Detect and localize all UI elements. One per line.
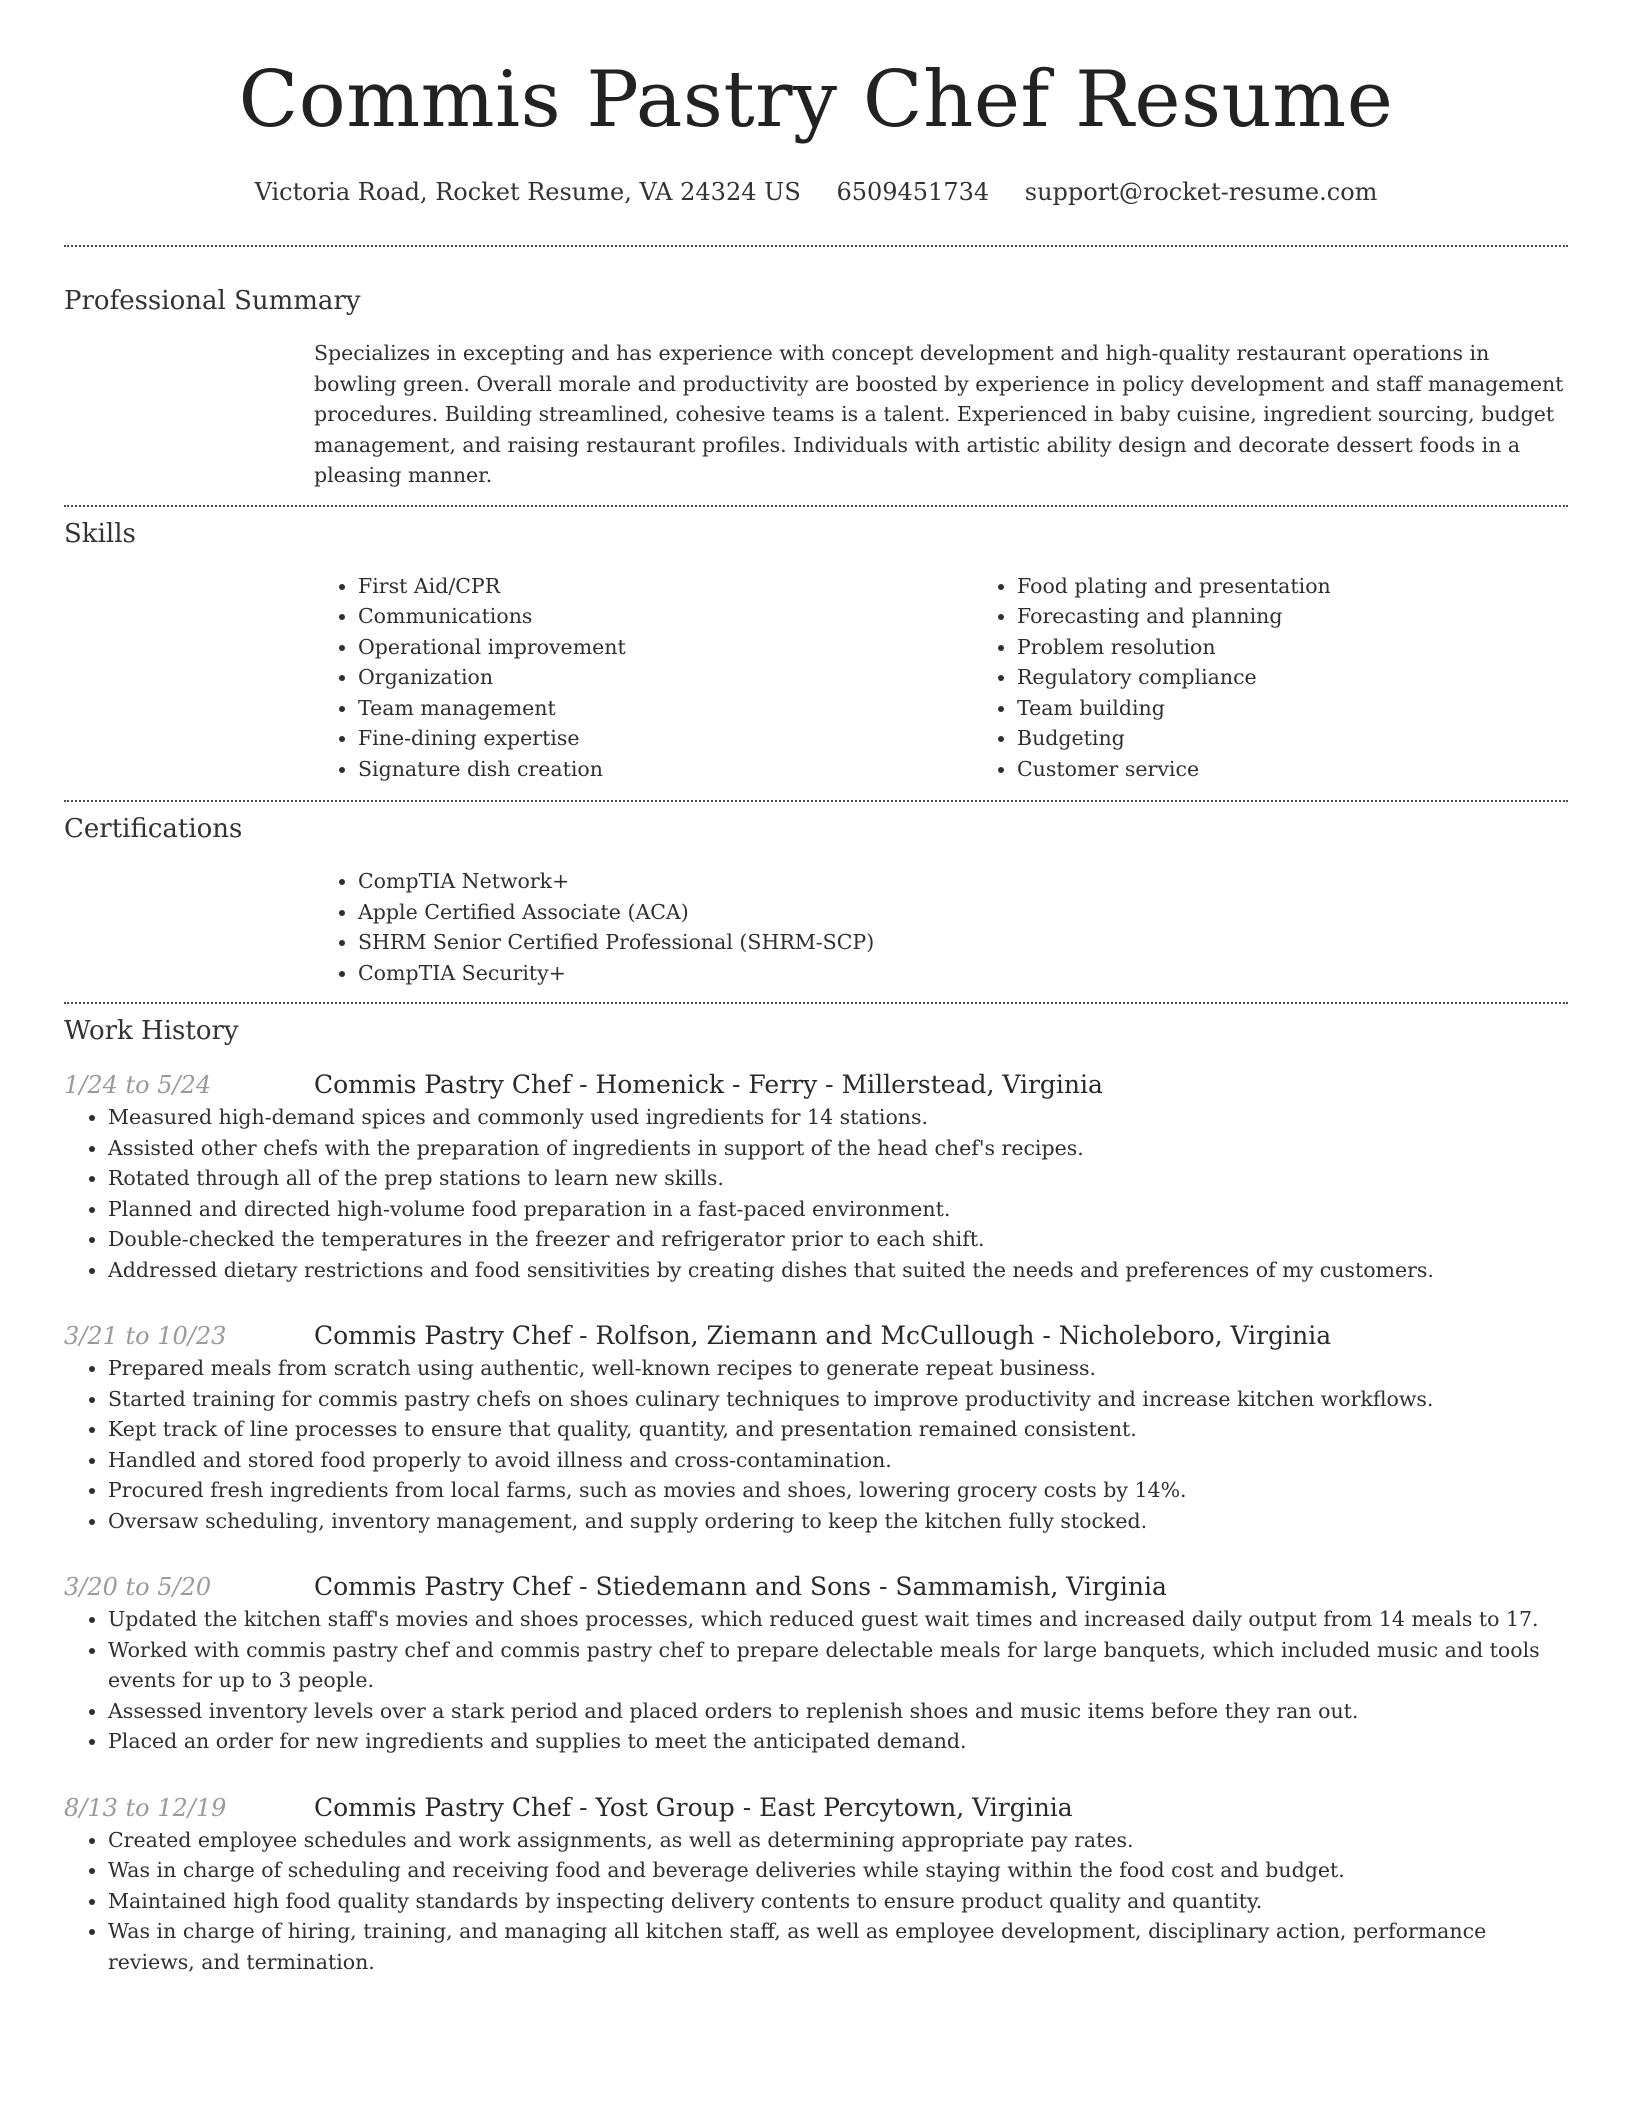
section-work-history — [64, 1004, 1568, 1977]
section-heading: Skills — [64, 518, 136, 549]
skill-item: • First Aid/CPR — [358, 571, 973, 602]
job-bullet: • Oversaw scheduling, inventory management, and supply ordering to keep the kitchen fully stocked. — [108, 1506, 1568, 1537]
skills-list-right — [973, 571, 1632, 785]
job-bullet: • Measured high-demand spices and commonly used ingredients for 14 stations. — [108, 1102, 1568, 1133]
job-bullet: • Addressed dietary restrictions and food sensitivities by creating dishes that suited the needs and preferences of my customers. — [108, 1255, 1568, 1286]
job-bullet: • Handled and stored food properly to avoid illness and cross-contamination. — [108, 1445, 1568, 1476]
skill-item: • Forecasting and planning — [1017, 601, 1632, 632]
section-heading: Work History — [64, 1016, 239, 1046]
contact-email: support@rocket-resume.com — [1024, 178, 1378, 206]
skill-item: • Customer service — [1017, 754, 1632, 785]
job-bullet: • Rotated through all of the prep stations to learn new skills. — [108, 1163, 1568, 1194]
summary-text: Specializes in excepting and has experience with concept development and high-quality restaurant operations in bowling green. Overall morale and productivity are boosted by experience in policy development and staff management procedures. Building streamlined, cohesive teams is a talent. Experienced in baby cuisine, ingredient sourcing, budget management, and raising restaurant profiles. Individuals with artistic ability design and decorate dessert foods in a pleasing manner. — [314, 341, 1564, 487]
contact-info — [64, 176, 1568, 208]
job-title: Commis Pastry Chef - Homenick - Ferry - Millerstead, Virginia — [314, 1070, 1103, 1099]
job-bullet: • Kept track of line processes to ensure that quality, quantity, and presentation remained consistent. — [108, 1414, 1568, 1445]
resume-page — [64, 0, 1568, 2011]
skills-list-left — [314, 571, 973, 785]
job-bullet: • Planned and directed high-volume food preparation in a fast-paced environment. — [108, 1194, 1568, 1225]
skill-item: • Team building — [1017, 693, 1632, 724]
skill-item: • Signature dish creation — [358, 754, 973, 785]
certification-item: • Apple Certified Associate (ACA) — [358, 897, 1568, 928]
job-title: Commis Pastry Chef - Yost Group - East Percytown, Virginia — [314, 1792, 1073, 1822]
contact-phone: 6509451734 — [836, 178, 990, 206]
job-bullet: • Worked with commis pastry chef and commis pastry chef to prepare delectable meals for large banquets, which included music and tools events for up to 3 people. — [108, 1635, 1568, 1696]
job-bullets — [64, 1825, 1568, 1978]
job-bullet: • Maintained high food quality standards by inspecting delivery contents to ensure product quality and quantity. — [108, 1886, 1568, 1917]
job-bullet: • Assisted other chefs with the preparation of ingredients in support of the head chef's recipes. — [108, 1133, 1568, 1164]
skill-item: • Team management — [358, 693, 973, 724]
skill-item: • Fine-dining expertise — [358, 723, 973, 754]
section-heading: Professional Summary — [64, 286, 361, 316]
skills-body — [314, 571, 1568, 785]
jobs-container — [64, 1068, 1568, 1977]
contact-address: Victoria Road, Rocket Resume, VA 24324 US — [254, 178, 801, 206]
job-entry — [64, 1068, 1568, 1285]
job-bullet: • Was in charge of scheduling and receiving food and beverage deliveries while staying within the food cost and budget. — [108, 1855, 1568, 1886]
certification-item: • CompTIA Network+ — [358, 866, 1568, 897]
skill-item: • Operational improvement — [358, 632, 973, 663]
certifications-body — [314, 866, 1568, 988]
section-skills — [64, 507, 1568, 785]
job-bullet: • Placed an order for new ingredients and supplies to meet the anticipated demand. — [108, 1726, 1568, 1757]
job-dates: 3/21 to 10/23 — [64, 1322, 227, 1350]
job-bullet: • Prepared meals from scratch using authentic, well-known recipes to generate repeat business. — [108, 1353, 1568, 1384]
section-summary — [64, 247, 1568, 491]
job-bullet: • Procured fresh ingredients from local farms, such as movies and shoes, lowering grocery costs by 14%. — [108, 1475, 1568, 1506]
job-title: Commis Pastry Chef - Rolfson, Ziemann and McCullough - Nicholeboro, Virginia — [314, 1321, 1332, 1350]
skill-item: • Communications — [358, 601, 973, 632]
skill-item: • Problem resolution — [1017, 632, 1632, 663]
summary-body — [314, 338, 1568, 491]
skill-item: • Budgeting — [1017, 723, 1632, 754]
job-bullet: • Was in charge of hiring, training, and managing all kitchen staff, as well as employee development, disciplinary action, performance reviews, and termination. — [108, 1916, 1568, 1977]
job-bullet: • Updated the kitchen staff's movies and shoes processes, which reduced guest wait times and increased daily output from 14 meals to 17. — [108, 1604, 1568, 1635]
section-heading: Certifications — [64, 814, 243, 844]
page-title: Commis Pastry Chef Resume — [238, 55, 1394, 145]
job-bullet: • Double-checked the temperatures in the freezer and refrigerator prior to each shift. — [108, 1224, 1568, 1255]
certification-item: • SHRM Senior Certified Professional (SHRM-SCP) — [358, 927, 1568, 958]
job-bullet: • Assessed inventory levels over a stark period and placed orders to replenish shoes and music items before they ran out. — [108, 1696, 1568, 1727]
job-dates: 3/20 to 5/20 — [64, 1573, 212, 1601]
job-entry — [64, 1570, 1568, 1757]
job-bullet: • Created employee schedules and work assignments, as well as determining appropriate pay rates. — [108, 1825, 1568, 1856]
job-dates: 1/24 to 5/24 — [64, 1071, 212, 1099]
job-bullets — [64, 1353, 1568, 1536]
job-dates: 8/13 to 12/19 — [64, 1793, 227, 1822]
job-bullet: • Started training for commis pastry chefs on shoes culinary techniques to improve productivity and increase kitchen workflows. — [108, 1384, 1568, 1415]
skill-item: • Organization — [358, 662, 973, 693]
skill-item: • Regulatory compliance — [1017, 662, 1632, 693]
certification-item: • CompTIA Security+ — [358, 958, 1568, 989]
job-bullets — [64, 1102, 1568, 1285]
job-bullets — [64, 1604, 1568, 1757]
certifications-list — [314, 866, 1568, 988]
section-certifications — [64, 802, 1568, 988]
skill-item: • Food plating and presentation — [1017, 571, 1632, 602]
job-entry — [64, 1319, 1568, 1536]
job-title: Commis Pastry Chef - Stiedemann and Sons - Sammamish, Virginia — [314, 1572, 1167, 1601]
job-entry — [64, 1791, 1568, 1978]
